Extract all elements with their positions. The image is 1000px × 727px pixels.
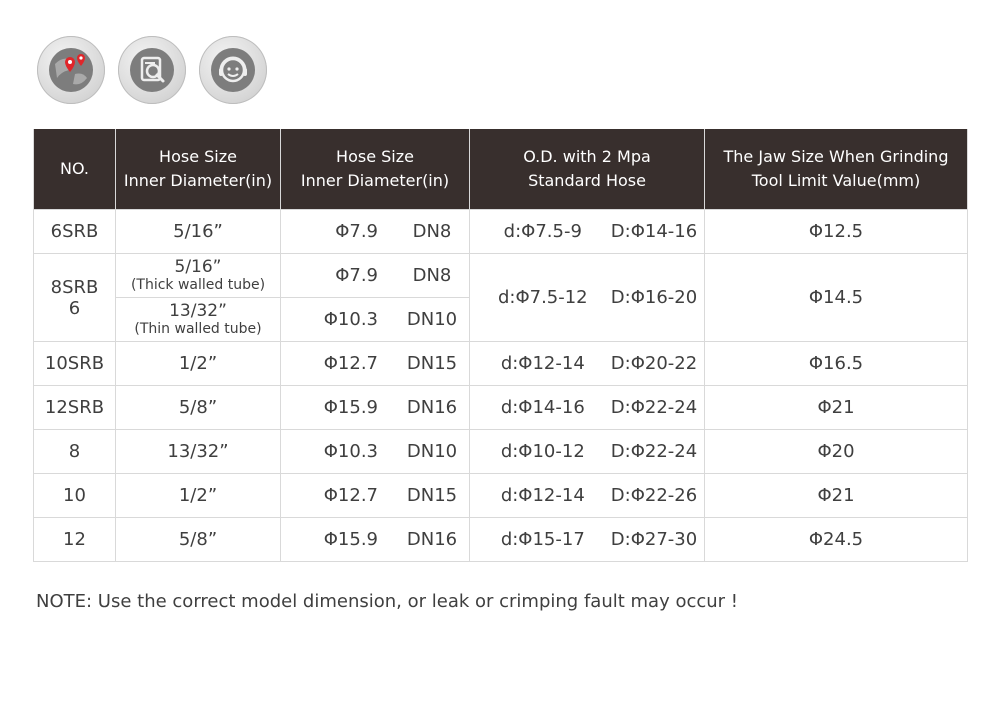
cell-jaw-size: Φ14.5 <box>705 254 968 342</box>
header-no <box>34 129 116 210</box>
header-jaw-line2: Tool Limit Value(mm) <box>751 171 921 190</box>
cell-jaw-size: Φ21 <box>705 386 968 430</box>
cell-inner-diameter-inch <box>116 254 281 298</box>
cell-od-d: d:Φ15-17 <box>500 529 585 550</box>
header-od-line1: O.D. with 2 Mpa <box>523 147 651 166</box>
cell-od-D: D:Φ22-26 <box>610 485 698 506</box>
cell-no: 10SRB <box>34 342 116 386</box>
cell-dn: DN15 <box>406 353 458 374</box>
cell-phi: Φ12.7 <box>323 353 378 374</box>
table-row <box>34 474 968 518</box>
table-row <box>34 342 968 386</box>
cell-jaw-size: Φ24.5 <box>705 518 968 562</box>
header-jaw-size <box>705 129 968 210</box>
cell-inch-note: (Thick walled tube) <box>130 277 266 293</box>
cell-inner-diameter-mm <box>281 474 470 518</box>
cell-inner-diameter-mm <box>281 254 470 298</box>
cell-no: 10 <box>34 474 116 518</box>
table-row <box>34 430 968 474</box>
header-hose-size-inch <box>116 129 281 210</box>
cell-outer-diameter <box>470 210 705 254</box>
cell-dn: DN16 <box>406 529 458 550</box>
table-row <box>34 210 968 254</box>
cell-inner-diameter-inch: 1/2” <box>116 342 281 386</box>
cell-outer-diameter <box>470 254 705 342</box>
cell-no <box>34 254 116 342</box>
table-row <box>34 386 968 430</box>
cell-od-d: d:Φ12-14 <box>500 485 585 506</box>
cell-jaw-size: Φ12.5 <box>705 210 968 254</box>
table-row <box>34 518 968 562</box>
cell-no: 8 <box>34 430 116 474</box>
cell-inch-value: 5/16” <box>174 257 222 277</box>
cell-phi: Φ7.9 <box>335 265 378 286</box>
note-text <box>36 591 738 612</box>
header-jaw-line1: The Jaw Size When Grinding <box>723 147 949 166</box>
cell-outer-diameter <box>470 474 705 518</box>
cell-outer-diameter <box>470 518 705 562</box>
header-no-label: NO. <box>60 159 89 178</box>
header-outer-diameter <box>470 129 705 210</box>
globe-location-icon[interactable] <box>37 36 105 104</box>
cell-od-d: d:Φ10-12 <box>500 441 585 462</box>
spec-table <box>33 129 968 562</box>
cell-outer-diameter <box>470 386 705 430</box>
cell-outer-diameter <box>470 342 705 386</box>
search-document-icon[interactable] <box>118 36 186 104</box>
cell-od-d: d:Φ7.5-9 <box>503 221 582 242</box>
cell-dn: DN8 <box>412 265 452 286</box>
cell-od-D: D:Φ20-22 <box>610 353 698 374</box>
cell-no-line1: 8SRB <box>50 276 99 298</box>
cell-od-d: d:Φ12-14 <box>500 353 585 374</box>
cell-od-D: D:Φ27-30 <box>610 529 698 550</box>
cell-dn: DN10 <box>406 309 458 330</box>
cell-phi: Φ7.9 <box>335 221 378 242</box>
header-hose-size-mm-line1: Hose Size <box>336 147 414 166</box>
cell-phi: Φ12.7 <box>323 485 378 506</box>
cell-outer-diameter <box>470 430 705 474</box>
cell-no-line2: 6 <box>68 297 81 319</box>
cell-inner-diameter-mm <box>281 210 470 254</box>
table-row <box>34 254 968 298</box>
customer-service-icon[interactable] <box>199 36 267 104</box>
cell-od-D: D:Φ22-24 <box>610 397 698 418</box>
cell-od-d: d:Φ14-16 <box>500 397 585 418</box>
cell-inner-diameter-inch: 13/32” <box>116 430 281 474</box>
note-label: NOTE <box>36 591 87 612</box>
cell-inner-diameter-inch: 5/8” <box>116 518 281 562</box>
cell-inner-diameter-mm <box>281 518 470 562</box>
cell-no: 12SRB <box>34 386 116 430</box>
cell-inch-value: 13/32” <box>169 301 227 321</box>
cell-inner-diameter-mm <box>281 298 470 342</box>
cell-dn: DN16 <box>406 397 458 418</box>
cell-dn: DN8 <box>412 221 452 242</box>
cell-dn: DN15 <box>406 485 458 506</box>
cell-inner-diameter-inch: 1/2” <box>116 474 281 518</box>
cell-jaw-size: Φ16.5 <box>705 342 968 386</box>
cell-inner-diameter-inch: 5/8” <box>116 386 281 430</box>
cell-phi: Φ15.9 <box>323 397 378 418</box>
cell-inner-diameter-inch: 5/16” <box>116 210 281 254</box>
cell-phi: Φ10.3 <box>323 309 378 330</box>
table-header-row <box>34 129 968 210</box>
cell-inner-diameter-mm <box>281 386 470 430</box>
cell-inch-note: (Thin walled tube) <box>134 321 262 337</box>
header-od-line2: Standard Hose <box>528 171 646 190</box>
cell-od-d: d:Φ7.5-12 <box>497 287 588 308</box>
note-body: : Use the correct model dimension, or leak or crimping fault may occur ! <box>86 591 738 612</box>
cell-od-D: D:Φ22-24 <box>610 441 698 462</box>
header-hose-size-mm-line2: Inner Diameter(in) <box>300 171 450 190</box>
cell-no: 12 <box>34 518 116 562</box>
cell-jaw-size: Φ21 <box>705 474 968 518</box>
header-hose-size-inch-line2: Inner Diameter(in) <box>123 171 273 190</box>
cell-dn: DN10 <box>406 441 458 462</box>
cell-od-D: D:Φ14-16 <box>610 221 698 242</box>
cell-jaw-size: Φ20 <box>705 430 968 474</box>
icon-row <box>37 36 267 104</box>
header-hose-size-inch-line1: Hose Size <box>159 147 237 166</box>
cell-phi: Φ15.9 <box>323 529 378 550</box>
cell-inner-diameter-inch <box>116 298 281 342</box>
cell-inner-diameter-mm <box>281 430 470 474</box>
header-hose-size-mm <box>281 129 470 210</box>
cell-od-D: D:Φ16-20 <box>610 287 698 308</box>
cell-phi: Φ10.3 <box>323 441 378 462</box>
cell-inner-diameter-mm <box>281 342 470 386</box>
cell-no: 6SRB <box>34 210 116 254</box>
